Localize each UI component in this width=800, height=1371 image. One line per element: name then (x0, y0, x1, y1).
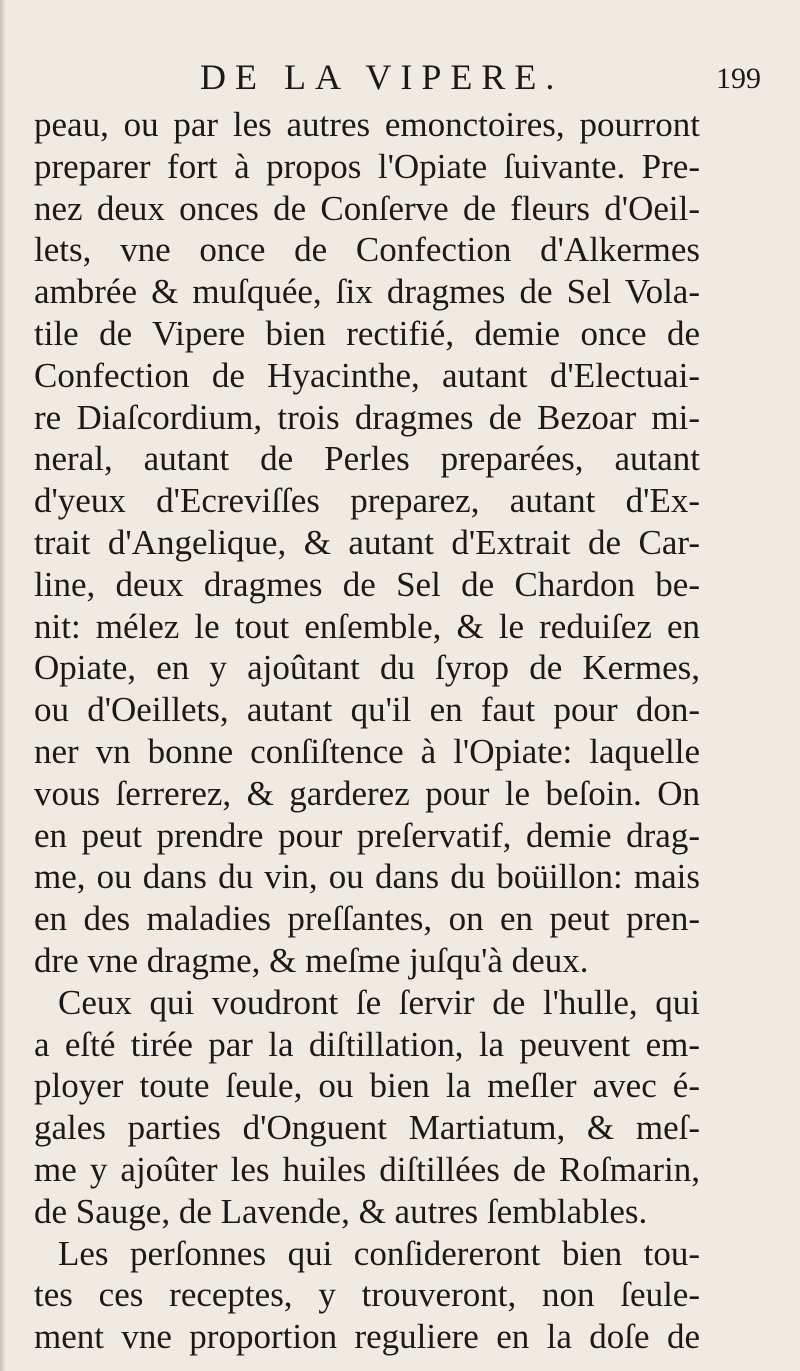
text-line: a eſté tirée par la diſtillation, la peuvent em- (34, 1024, 700, 1064)
text-line: nit: mélez le tout enſemble, & le reduiſez en (34, 606, 700, 646)
text-line: me, ou dans du vin, ou dans du boüillon: mais (34, 857, 700, 897)
text-line: vous ſerrerez, & garderez pour le beſoin. On (34, 773, 700, 813)
text-line: tile de Vipere bien rectifié, demie once de (34, 313, 700, 353)
text-line: ambrée & muſquée, ſix dragmes de Sel Vola- (34, 272, 700, 312)
page-number: 199 (716, 62, 761, 95)
text-line: en peut prendre pour preſervatif, demie drag- (34, 815, 700, 855)
text-line: de Sauge, de Lavende, & autres ſemblables. (34, 1191, 648, 1231)
text-line: gales parties d'Onguent Martiatum, & meſ- (34, 1108, 700, 1148)
text-line: tes ces receptes, y trouveront, non ſeule- (34, 1275, 700, 1315)
text-line: trait d'Angelique, & autant d'Extrait de Car- (34, 522, 700, 562)
text-line: peau, ou par les autres emonctoires, pourront (34, 105, 700, 144)
text-line: Les perſonnes qui conſidereront bien tou- (58, 1233, 700, 1273)
text-line: Opiate, en y ajoûtant du ſyrop de Kermes, (34, 648, 700, 688)
page-header (0, 56, 800, 104)
text-line: me y ajoûter les huiles diſtillées de Roſmarin, (34, 1149, 700, 1189)
text-line: ment vne proportion reguliere en la doſe de (34, 1317, 700, 1357)
text-line: ployer toute ſeule, ou bien la meſler avec é- (34, 1066, 700, 1106)
text-line: d'yeux d'Ecreviſſes preparez, autant d'Ex- (34, 481, 700, 521)
text-line: Confection de Hyacinthe, autant d'Electuai- (34, 355, 700, 395)
text-line: nez deux onces de Conſerve de fleurs d'Oeil- (34, 188, 700, 228)
running-title: DE LA VIPERE. (200, 57, 564, 97)
text-line: neral, autant de Perles preparées, autant (34, 439, 700, 479)
text-line: Ceux qui voudront ſe ſervir de l'hulle, qui (58, 982, 700, 1022)
text-line: preparer fort à propos l'Opiate ſuivante. Pre- (34, 146, 700, 186)
text-line: ner vn bonne conſiſtence à l'Opiate: laquelle (34, 731, 700, 771)
text-line: re Diaſcordium, trois dragmes de Bezoar mi- (34, 397, 700, 437)
body-text (34, 104, 700, 1358)
page-edge-shadow (0, 0, 6, 1371)
text-line: en des maladies preſſantes, on en peut pren- (34, 899, 700, 939)
text-line: line, deux dragmes de Sel de Chardon be- (34, 564, 700, 604)
text-line: lets, vne once de Confection d'Alkermes (34, 230, 700, 270)
text-line: ou d'Oeillets, autant qu'il en faut pour don- (34, 690, 700, 730)
text-line: dre vne dragme, & meſme juſqu'à deux. (34, 940, 589, 980)
